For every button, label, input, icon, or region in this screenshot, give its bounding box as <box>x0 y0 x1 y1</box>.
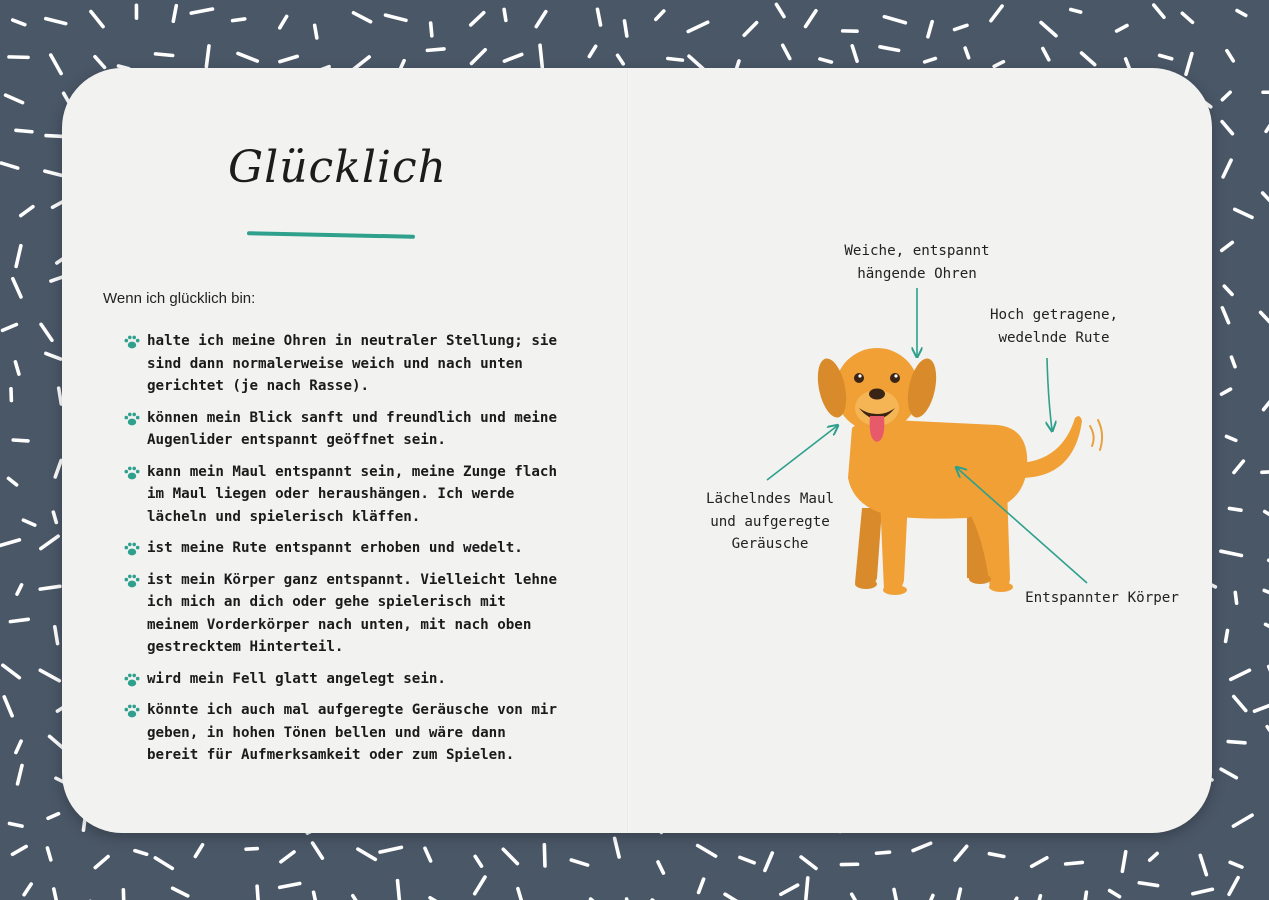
background-dash <box>589 46 595 56</box>
background-dash <box>658 862 663 873</box>
bullet-text: ist meine Rute entspannt erhoben und wedelt. <box>147 540 523 556</box>
background-dash <box>41 324 52 340</box>
background-dash <box>12 846 26 854</box>
background-dash <box>783 45 790 58</box>
bullet-text: kann mein Maul entspannt sein, meine Zunge flach im Maul liegen oder heraushängen. Ich werde lächeln und spielerisch kläffen. <box>147 463 557 525</box>
background-dash <box>1237 11 1246 16</box>
background-dash <box>1066 862 1083 864</box>
background-dash <box>744 23 756 36</box>
background-dash <box>51 55 61 73</box>
dog-paw <box>855 579 877 589</box>
dog-paw <box>969 574 991 584</box>
background-dash <box>504 9 506 20</box>
background-dash <box>55 461 61 477</box>
background-dash <box>398 881 400 900</box>
background-dash <box>425 848 431 861</box>
background-dash <box>0 540 19 546</box>
dog-paw <box>989 582 1013 592</box>
background-dash <box>1222 92 1230 99</box>
background-dash <box>135 851 147 855</box>
background-dash <box>1235 209 1252 217</box>
background-dash <box>6 95 23 102</box>
background-dash <box>1 163 17 168</box>
background-dash <box>925 58 936 61</box>
background-dash <box>206 46 209 67</box>
intro-text: Wenn ich glücklich bin: <box>103 290 256 307</box>
background-dash <box>471 50 485 64</box>
bullet-text: ist mein Körper ganz entspannt. Vielleicht lehne ich mich an dich oder gehe spielerisch mit meinem Vorderkörper nach unten, mit nach oben gestrecktem Hinterteil. <box>147 571 557 655</box>
dog-eye-left <box>854 373 864 383</box>
label-ears: Weiche, entspannt hängende Ohren <box>844 243 990 282</box>
label-body: Entspannter Körper <box>1025 590 1179 606</box>
background-dash <box>353 896 361 900</box>
background-dash <box>518 889 524 900</box>
background-dash <box>1222 308 1228 323</box>
background-dash <box>1221 769 1236 778</box>
background-dash <box>13 440 28 441</box>
background-dash <box>928 22 932 37</box>
background-dash <box>13 20 25 25</box>
background-dash <box>41 536 58 548</box>
background-dash <box>315 25 317 38</box>
background-dash <box>16 130 32 131</box>
dog-diagram <box>62 68 1212 833</box>
background-dash <box>48 814 58 819</box>
bullet-text: könnte ich auch mal aufgeregte Geräusche von mir geben, in hohen Tönen bellen und wäre dann bereit für Aufmerksamkeit oder zum Spielen. <box>147 702 557 763</box>
background-dash <box>1226 436 1235 440</box>
background-dash <box>40 670 59 680</box>
background-dash <box>1233 815 1252 826</box>
background-dash <box>965 48 969 58</box>
background-dash <box>955 25 967 29</box>
background-dash <box>725 894 744 900</box>
background-dash <box>958 889 961 900</box>
background-dash <box>877 852 890 853</box>
background-dash <box>1226 630 1228 641</box>
background-dash <box>1200 855 1206 874</box>
background-dash <box>1227 51 1233 61</box>
background-dash <box>475 856 481 866</box>
background-dash <box>699 879 704 892</box>
background-dash <box>1139 883 1157 886</box>
background-dash <box>54 889 57 900</box>
background-dash <box>624 21 626 36</box>
background-dash <box>380 847 401 852</box>
background-dash <box>1117 25 1127 31</box>
background-dash <box>1223 160 1231 177</box>
background-dash <box>1264 394 1269 410</box>
background-dash <box>9 57 28 58</box>
background-dash <box>10 619 28 621</box>
background-dash <box>173 888 188 896</box>
background-dash <box>1234 696 1246 710</box>
background-dash <box>504 54 521 61</box>
background-dash <box>698 845 716 856</box>
background-dash <box>571 860 587 865</box>
background-dash <box>1160 55 1172 58</box>
arrow-tail <box>1047 358 1052 430</box>
background-dash <box>668 59 683 61</box>
background-dash <box>16 741 21 752</box>
background-dash <box>1264 590 1269 595</box>
background-dash <box>471 13 484 25</box>
background-dash <box>1154 5 1164 17</box>
background-dash <box>1229 508 1240 510</box>
background-dash <box>46 19 66 24</box>
background-dash <box>95 857 108 868</box>
background-dash <box>880 47 899 51</box>
background-dash <box>615 838 619 857</box>
background-dash <box>618 55 624 64</box>
background-dash <box>989 854 1003 857</box>
background-dash <box>1032 858 1047 866</box>
label-mouth: Lächelndes Maul und aufgeregte Geräusche <box>705 491 835 552</box>
background-dash <box>18 766 22 784</box>
dog-paw <box>883 585 907 595</box>
background-dash <box>994 62 1003 67</box>
background-dash <box>427 49 444 50</box>
background-dash <box>353 13 370 22</box>
background-dash <box>776 4 784 16</box>
background-dash <box>21 207 33 216</box>
background-dash <box>40 586 60 589</box>
background-dash <box>1193 889 1212 893</box>
background-dash <box>155 858 172 869</box>
background-dash <box>191 9 212 13</box>
background-dash <box>1254 705 1269 711</box>
bullet-text: wird mein Fell glatt angelegt sein. <box>147 670 446 687</box>
background-dash <box>475 877 485 894</box>
background-dash <box>820 59 832 62</box>
background-dash <box>280 16 287 27</box>
background-dash <box>257 886 258 900</box>
background-dash <box>313 843 323 858</box>
background-dash <box>3 665 19 677</box>
background-dash <box>536 12 546 27</box>
background-dash <box>544 845 545 866</box>
background-dash <box>281 852 294 862</box>
background-dash <box>24 884 31 895</box>
arrow-mouth <box>767 426 837 480</box>
background-dash <box>47 848 50 860</box>
background-dash <box>955 846 967 860</box>
background-dash <box>17 585 22 594</box>
background-dash <box>1182 13 1192 22</box>
background-dash <box>1263 193 1269 208</box>
page-title: Glücklich <box>228 142 447 193</box>
background-dash <box>45 171 62 175</box>
background-dash <box>9 823 22 826</box>
background-dash <box>238 53 257 61</box>
background-dash <box>740 857 754 862</box>
background-dash <box>1043 48 1049 59</box>
background-dash <box>540 45 542 67</box>
background-dash <box>91 11 103 26</box>
background-dash <box>597 9 600 25</box>
label-tail: Hoch getragene, wedelnde Rute <box>989 307 1119 346</box>
background-dash <box>1083 892 1086 900</box>
background-dash <box>173 6 176 22</box>
background-dash <box>1266 624 1269 633</box>
dog-nose <box>869 389 885 400</box>
background-dash <box>852 894 857 900</box>
background-dash <box>233 19 245 21</box>
background-dash <box>1222 242 1233 250</box>
background-dash <box>1235 592 1236 603</box>
background-dash <box>156 54 173 56</box>
background-dash <box>1261 312 1269 327</box>
background-dash <box>8 478 16 484</box>
background-dash <box>1071 10 1081 13</box>
background-dash <box>1230 862 1242 867</box>
background-dash <box>1234 461 1243 472</box>
background-dash <box>1110 891 1120 897</box>
background-dash <box>1224 286 1232 294</box>
background-dash <box>852 46 857 61</box>
background-dash <box>689 56 703 69</box>
background-dash <box>13 279 21 297</box>
tail-motion-lines <box>1090 420 1102 450</box>
background-dash <box>781 885 798 894</box>
dog-front-leg-near <box>880 498 908 592</box>
background-dash <box>195 845 202 857</box>
background-dash <box>991 6 1002 21</box>
background-dash <box>15 362 18 374</box>
background-dash <box>280 56 297 61</box>
background-dash <box>1041 23 1056 36</box>
background-dash <box>1222 122 1232 134</box>
background-dash <box>1221 551 1242 555</box>
bullet-text: können mein Blick sanft und freundlich und meine Augenlider entspannt geöffnet sein. <box>147 409 557 448</box>
background-dash <box>801 857 816 868</box>
background-dash <box>913 843 931 850</box>
background-dash <box>688 22 708 31</box>
background-dash <box>1035 896 1040 900</box>
background-dash <box>1231 357 1235 367</box>
bullet-text: halte ich meine Ohren in neutraler Stellung; sie sind dann normalerweise weich und nach unten gerichtet (je nach Rasse). <box>147 333 557 394</box>
background-dash <box>1221 389 1230 394</box>
background-dash <box>1265 512 1269 520</box>
background-dash <box>59 388 62 404</box>
background-dash <box>4 697 12 716</box>
background-dash <box>95 57 105 68</box>
background-dash <box>1150 853 1157 860</box>
background-dash <box>806 11 816 27</box>
background-dash <box>925 895 933 900</box>
background-dash <box>431 23 432 36</box>
background-dash <box>314 892 316 900</box>
background-dash <box>246 849 257 850</box>
background-dash <box>765 853 772 870</box>
background-dash <box>1229 878 1238 895</box>
background-dash <box>386 15 406 20</box>
background-dash <box>280 883 300 887</box>
background-dash <box>894 889 898 900</box>
background-dash <box>46 353 61 359</box>
background-dash <box>1228 742 1245 743</box>
dog-eye-right <box>890 373 900 383</box>
paper-sheet <box>62 68 1212 833</box>
background-dash <box>3 324 17 330</box>
background-dash <box>358 849 375 859</box>
background-dash <box>1122 852 1125 872</box>
background-dash <box>55 627 58 644</box>
dog-front-leg-far <box>855 508 882 586</box>
background-dash <box>1262 472 1269 473</box>
background-dash <box>1231 670 1250 679</box>
background-dash <box>16 246 21 267</box>
background-dash <box>806 878 808 899</box>
background-dash <box>656 11 664 19</box>
background-dash <box>53 512 56 522</box>
background-dash <box>23 520 34 525</box>
background-dash <box>884 17 905 23</box>
background-dash <box>503 849 517 863</box>
background-dash <box>1082 53 1095 65</box>
